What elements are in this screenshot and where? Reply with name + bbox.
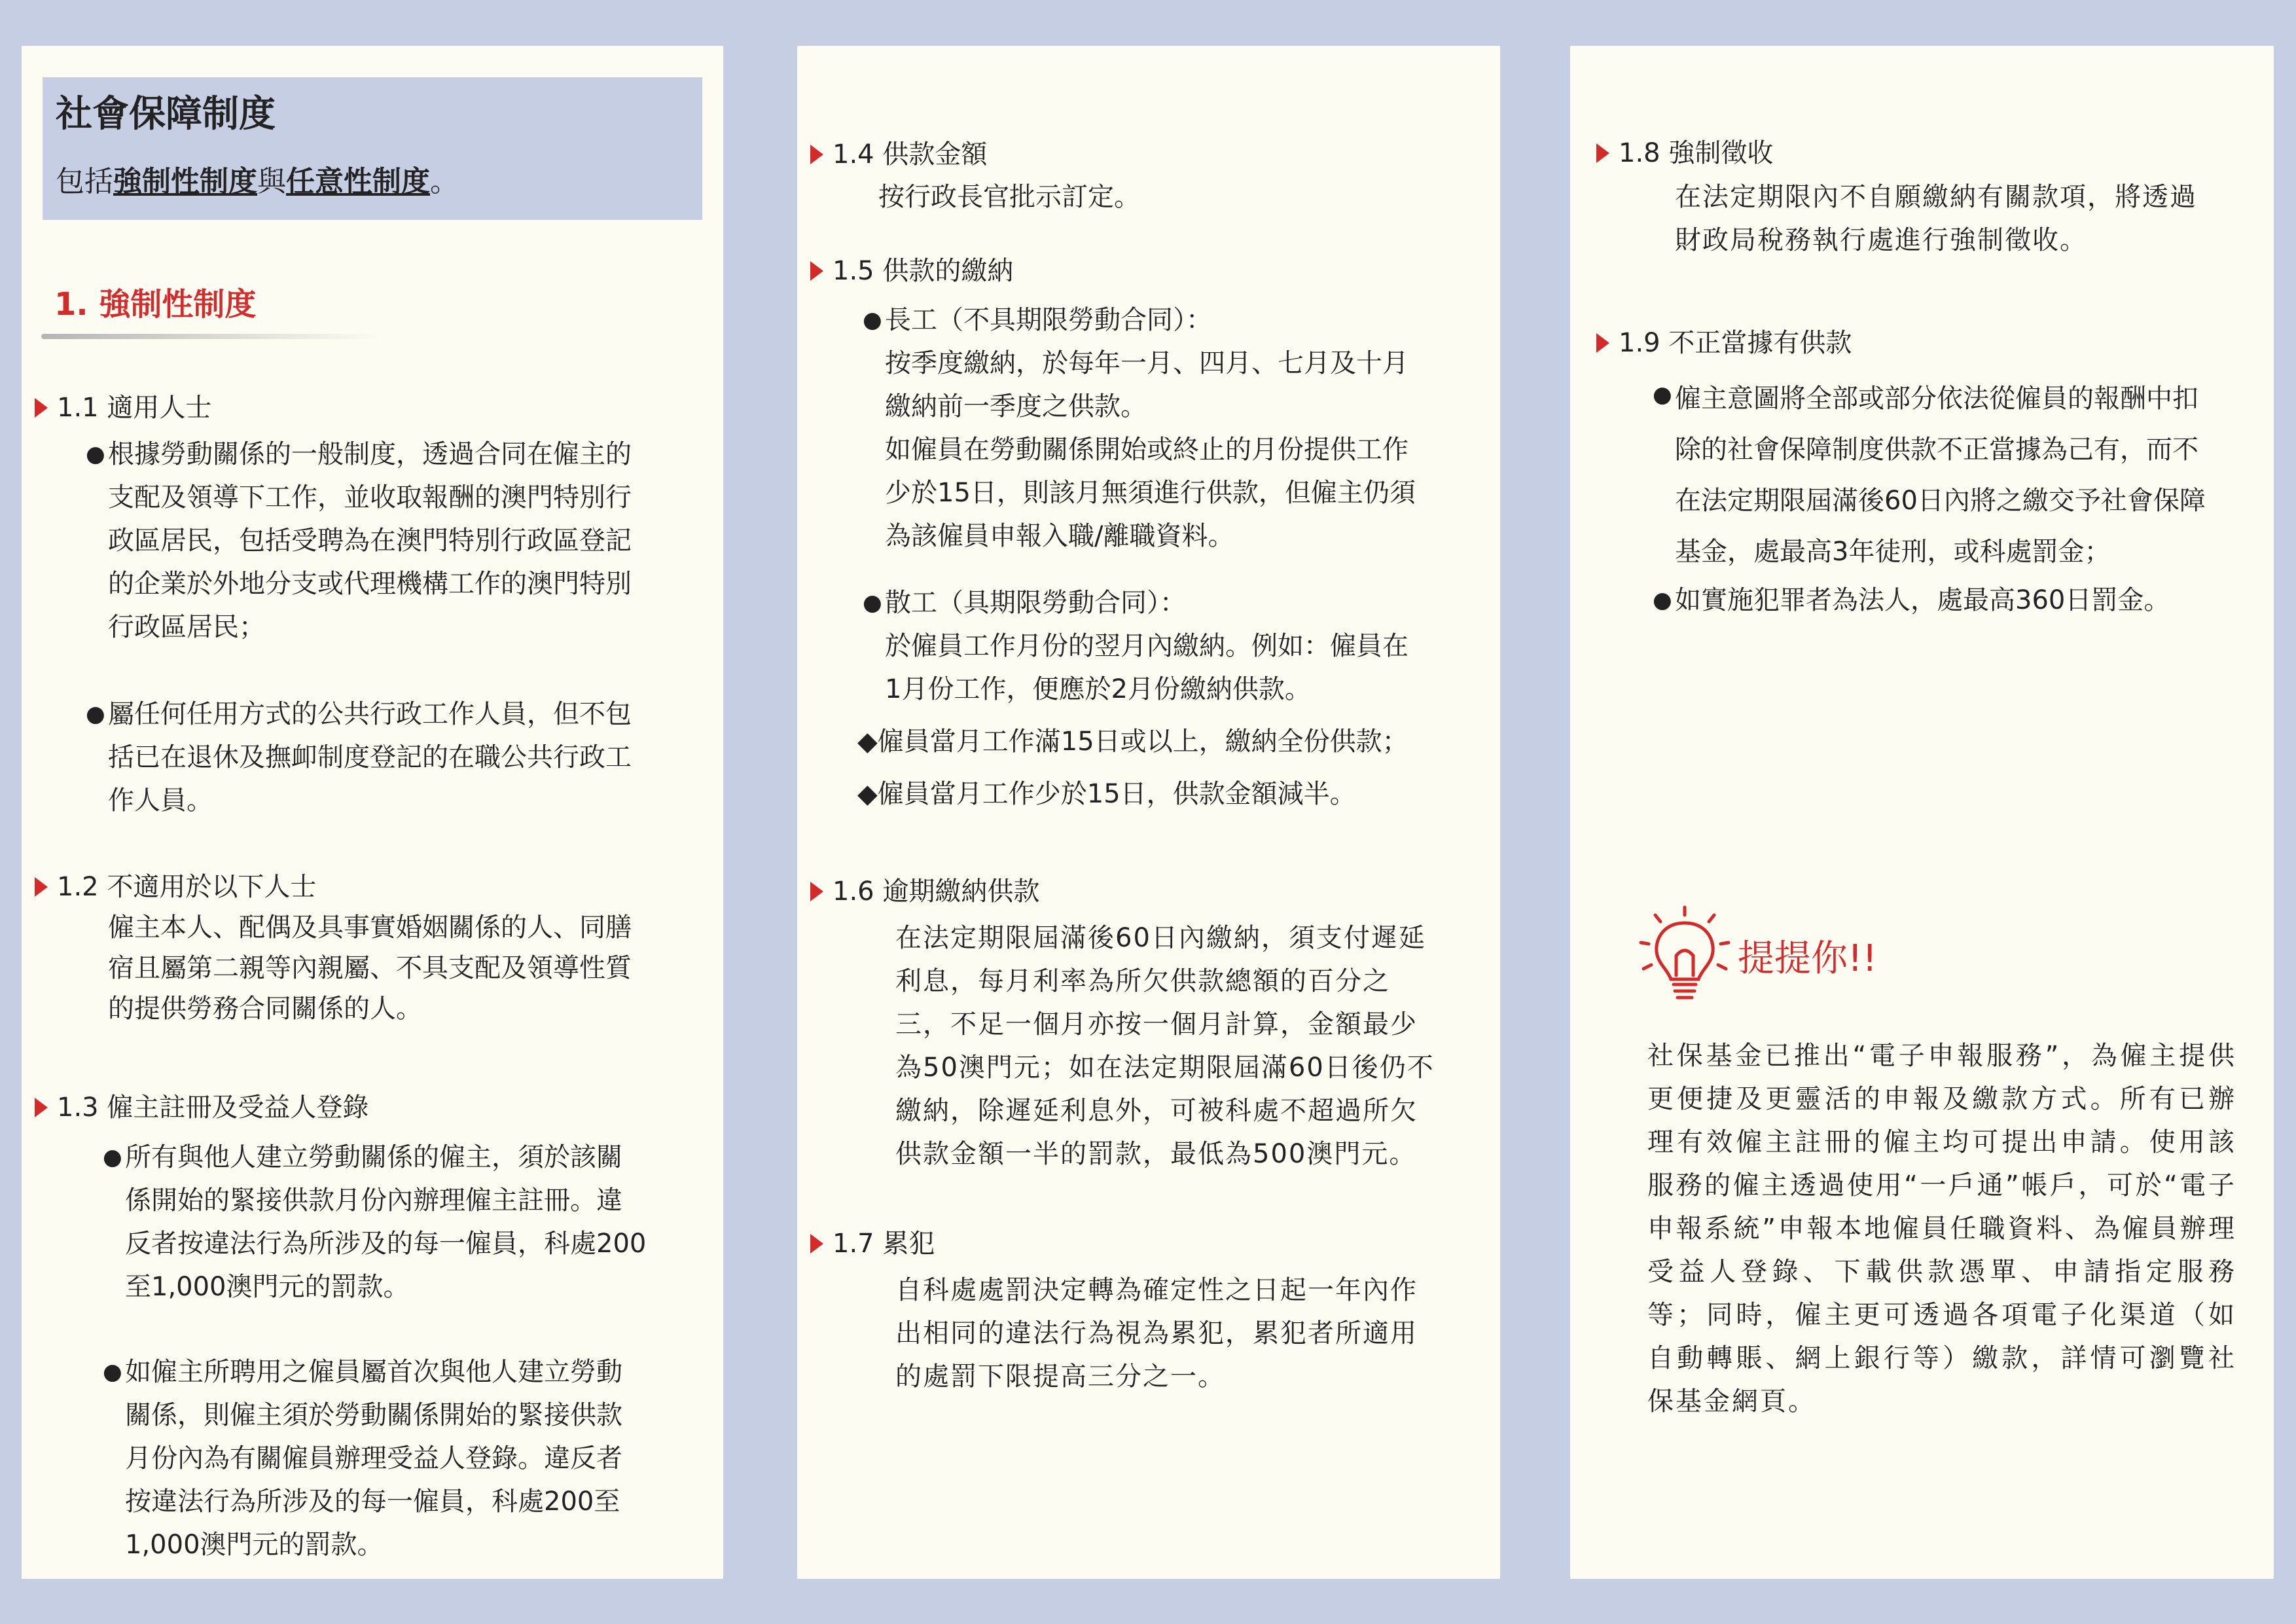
section-1-4-label: 1.4 供款金額	[833, 139, 988, 170]
arrow-icon	[35, 1098, 48, 1117]
section-1-8-title	[1596, 134, 1773, 173]
section-1-4-title	[810, 135, 987, 174]
section-1-2-body: 僱主本人、配偶及具事實婚姻關係的人、同膳 宿且屬第二親等內親屬、不具支配及領導性質 的提供勞務合同關係的人。	[108, 912, 632, 1024]
arrow-icon	[810, 882, 823, 901]
section-1-6-title	[810, 872, 1039, 911]
bullet-icon: ●	[863, 307, 882, 333]
bullet-icon: ●	[863, 590, 882, 616]
diamond-item-1: ◆僱員當月工作滿15日或以上，繳納全份供款；	[857, 727, 1408, 757]
bullet-icon: ●	[103, 1359, 122, 1385]
section-1-1-label: 1.1 適用人士	[57, 393, 212, 423]
middle-panel	[797, 46, 1500, 1579]
arrow-icon	[1596, 143, 1609, 163]
heading-underline	[41, 334, 382, 339]
long-term-label: 長工（不具期限勞動合同）：	[885, 305, 1212, 335]
section-1-2-label: 1.2 不適用於以下人士	[57, 872, 317, 902]
section-1-9-title	[1596, 323, 1852, 363]
section-1-3-bullet-1: 所有與他人建立勞動關係的僱主，須於該關 係開始的緊接供款月份內辦理僱主註冊。違 反者按違法行為所涉及的每一僱員，科處200 至1,000澳門元的罰款。	[125, 1142, 647, 1302]
bullet-icon: ●	[103, 1144, 122, 1170]
page-title: 社會保障制度	[56, 93, 276, 135]
reminder-title: 提提你!!	[1738, 937, 1877, 980]
header-box	[43, 77, 702, 220]
section-1-5-title	[810, 251, 1013, 291]
arrow-icon	[810, 1234, 823, 1254]
section-1-4-body: 按行政長官批示訂定。	[878, 182, 1140, 212]
section-1-9-label: 1.9 不正當據有供款	[1619, 328, 1852, 358]
mandatory-system-link: 強制性制度	[113, 165, 257, 198]
subtitle-prefix: 包括	[56, 165, 113, 198]
arrow-icon	[1596, 333, 1609, 353]
section-1-8-body: 在法定期限內不自願繳納有關款項，將透過 財政局稅務執行處進行強制徵收。	[1675, 182, 2197, 255]
bullet-icon: ●	[86, 441, 105, 467]
subtitle-suffix: 。	[430, 165, 459, 198]
header-subtitle	[56, 162, 459, 202]
reminder-body: 社保基金已推出“電子申報服務”，為僱主提供更便捷及更靈活的申報及繳款方式。所有已辦理有效僱主註冊的僱主均可提出申請。使用該服務的僱主透過使用“一戶通”帳戶，可於“電子申報系統”申報本地僱員任職資料、為僱員辦理受益人登錄、下載供款憑單、申請指定服務等；同時，僱主更可透過各項電子化渠道（如自動轉賬、網上銀行等）繳款，詳情可瀏覽社保基金網頁。	[1647, 1041, 2236, 1416]
section-1-6-label: 1.6 逾期繳納供款	[833, 876, 1040, 907]
section-1-3-label: 1.3 僱主註冊及受益人登錄	[57, 1092, 369, 1123]
casual-label: 散工（具期限勞動合同）：	[885, 588, 1186, 618]
section-1-6-body: 在法定期限屆滿後60日內繳納，須支付遲延 利息，每月利率為所欠供款總額的百分之 三，不足一個月亦按一個月計算，金額最少 為50澳門元；如在法定期限屆滿60日後仍不 繳納，除遲延利息外，可被科處不超過所欠 供款金額一半的罰款，最低為500澳門元。	[895, 923, 1435, 1169]
bullet-icon: ●	[1653, 587, 1672, 613]
voluntary-system-link: 任意性制度	[286, 165, 430, 198]
section-1-1-title	[35, 388, 211, 427]
section-1-5-label: 1.5 供款的繳納	[833, 256, 1014, 286]
section-1-9-bullet-1: 僱主意圖將全部或部分依法從僱員的報酬中扣 除的社會保障制度供款不正當據為己有，而不 在法定期限屆滿後60日內將之繳交予社會保障 基金，處最高3年徒刑，或科處罰金；	[1675, 384, 2206, 567]
left-panel	[22, 46, 723, 1579]
section-1-7-label: 1.7 累犯	[833, 1229, 935, 1259]
bullet-icon: ●	[1653, 382, 1672, 408]
arrow-icon	[810, 145, 823, 164]
subtitle-mid: 與	[257, 165, 286, 198]
section-1-9-bullet-2: 如實施犯罪者為法人，處最高360日罰金。	[1675, 585, 2170, 615]
arrow-icon	[35, 398, 48, 418]
diamond-item-2: ◆僱員當月工作少於15日，供款金額減半。	[857, 779, 1356, 809]
section-1-1-bullet-2: 屬任何任用方式的公共行政工作人員，但不包 括已在退休及撫卹制度登記的在職公共行政工 作人員。	[108, 699, 632, 816]
section-heading: 1. 強制性制度	[54, 286, 257, 323]
section-1-7-title	[810, 1224, 935, 1263]
casual-body: 於僱員工作月份的翌月內繳納。例如：僱員在 1月份工作，便應於2月份繳納供款。	[885, 631, 1408, 704]
section-1-7-body: 自科處處罰決定轉為確定性之日起一年內作 出相同的違法行為視為累犯，累犯者所適用 的處罰下限提高三分之一。	[895, 1275, 1418, 1392]
section-1-3-title	[35, 1088, 368, 1127]
right-panel	[1570, 46, 2274, 1579]
bullet-icon: ●	[86, 701, 105, 727]
long-term-body: 按季度繳納，於每年一月、四月、七月及十月 繳納前一季度之供款。 如僱員在勞動關係開始或終止的月份提供工作 少於15日，則該月無須進行供款，但僱主仍須 為該僱員申報入職/離職資料。	[885, 348, 1416, 551]
arrow-icon	[35, 877, 48, 897]
section-1-2-title	[35, 867, 316, 907]
section-1-3-bullet-2: 如僱主所聘用之僱員屬首次與他人建立勞動 關係，則僱主須於勞動關係開始的緊接供款 月份內為有關僱員辦理受益人登錄。違反者 按違法行為所涉及的每一僱員，科處200至 1,000澳門元的罰款。	[125, 1357, 622, 1560]
section-1-1-bullet-1: 根據勞動關係的一般制度，透過合同在僱主的 支配及領導下工作，並收取報酬的澳門特別行 政區居民，包括受聘為在澳門特別行政區登記 的企業於外地分支或代理機構工作的澳門特別 行政區居民；	[108, 439, 632, 642]
lightbulb-icon	[1636, 903, 1734, 1015]
section-1-8-label: 1.8 強制徵收	[1619, 138, 1774, 168]
arrow-icon	[810, 261, 823, 281]
